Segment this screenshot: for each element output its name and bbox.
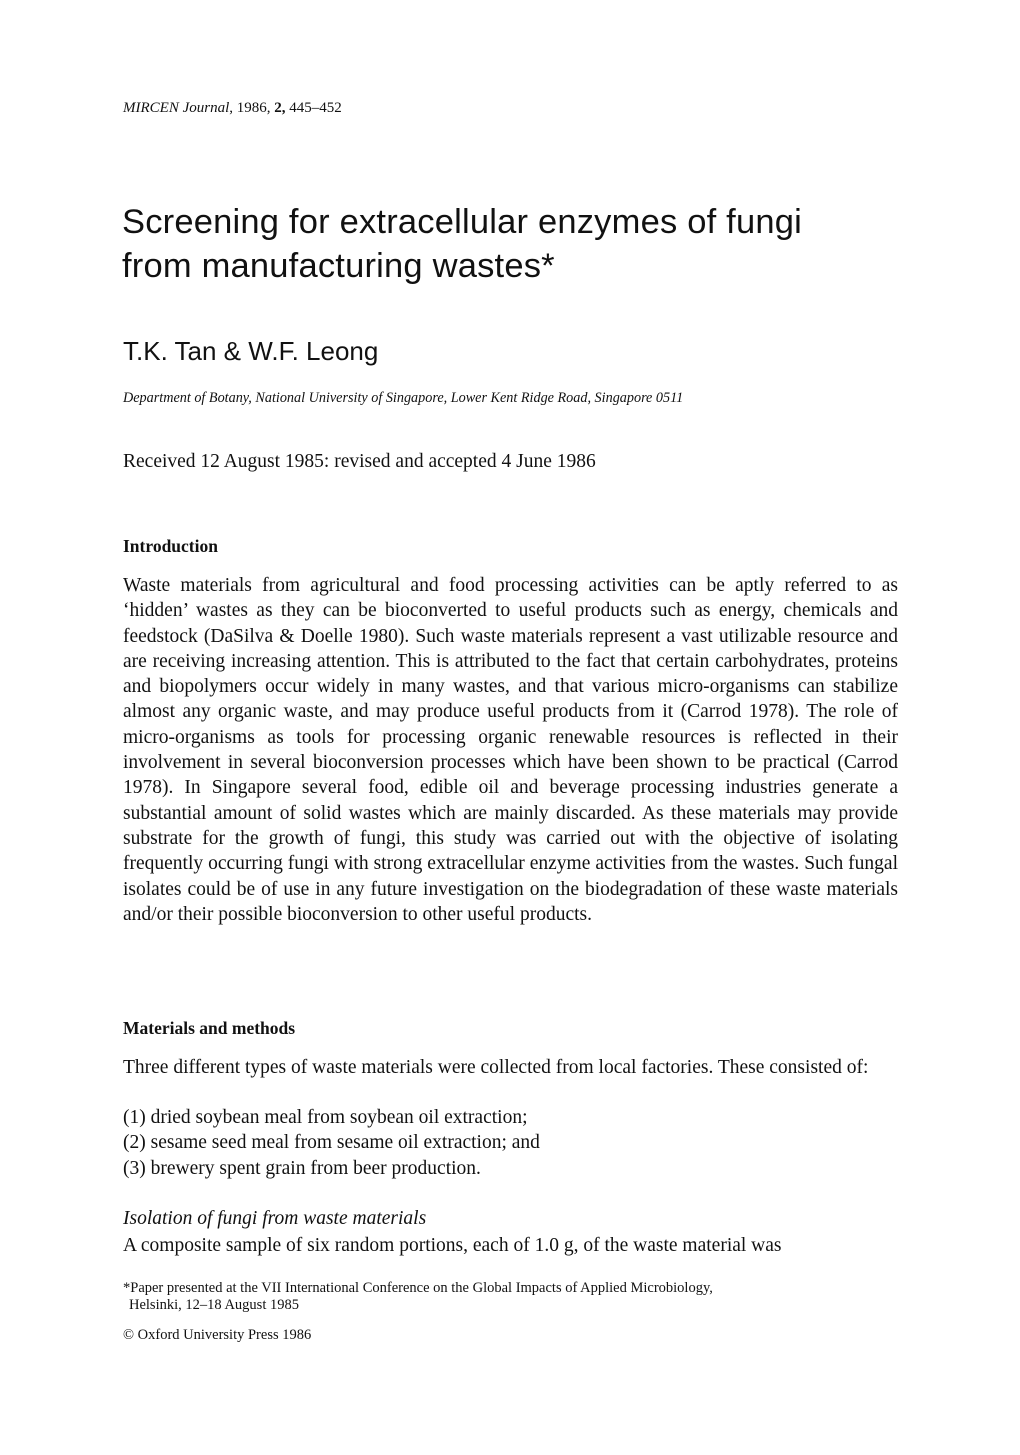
affiliation: Department of Botany, National University of Singapore, Lower Kent Ridge Road, Singapore 0511 (123, 390, 684, 406)
title-line-1: Screening for extracellular enzymes of fungi (122, 203, 802, 241)
section-heading-methods: Materials and methods (123, 1018, 296, 1038)
title-line-2: from manufacturing wastes* (122, 247, 555, 285)
article-title (122, 200, 922, 288)
received-dates: Received 12 August 1985: revised and accepted 4 June 1986 (123, 451, 596, 472)
waste-materials-list (123, 1105, 540, 1181)
footnote-line-2: Helsinki, 12–18 August 1985 (129, 1297, 299, 1313)
subsection-heading-isolation: Isolation of fungi from waste materials (123, 1208, 427, 1229)
journal-year: , 1986, (229, 100, 275, 116)
list-item: (3) brewery spent grain from beer production. (123, 1157, 481, 1179)
introduction-paragraph: Waste materials from agricultural and food processing activities can be aptly referred to as ‘hidden’ wastes as they can be bioconverted to useful products such as energy, chemicals and feedstock (DaSilva & Doelle 1980). Such waste materials represent a vast utilizable resource and are receiving increasing attention. This is attributed to the fact that certain carbohydrates, proteins and biopolymers occur widely in many wastes, and that various micro-organisms can stabilize almost any organic waste, and may produce useful products from it (Carrod 1978). The role of micro-organisms as tools for processing organic renewable resources is reflected in their involvement in several bioconversion processes which have been shown to be practical (Carrod 1978). In Singapore several food, edible oil and beverage processing industries generate a substantial amount of solid wastes which are mainly discarded. As these materials may provide substrate for the growth of fungi, this study was carried out with the objective of isolating frequently occurring fungi with strong extracellular enzyme activities from the wastes. Such fungal isolates could be of use in any future investigation on the biodegradation of these waste materials and/or their possible bioconversion to other useful products. (123, 575, 898, 925)
journal-volume: 2, (274, 100, 286, 116)
footnote (123, 1280, 903, 1314)
journal-name: MIRCEN Journal (123, 100, 230, 116)
list-item: (1) dried soybean meal from soybean oil extraction; (123, 1107, 528, 1128)
journal-pages: 445–452 (285, 100, 342, 116)
journal-citation (123, 100, 342, 117)
section-heading-introduction: Introduction (123, 536, 218, 556)
copyright-notice: © Oxford University Press 1986 (123, 1327, 312, 1343)
isolation-paragraph: A composite sample of six random portions, each of 1.0 g, of the waste material was (123, 1235, 782, 1256)
authors: T.K. Tan & W.F. Leong (123, 336, 379, 366)
methods-paragraph: Three different types of waste materials were collected from local factories. These consisted of: (123, 1057, 869, 1078)
list-item: (2) sesame seed meal from sesame oil extraction; and (123, 1132, 540, 1154)
footnote-line-1: *Paper presented at the VII International Conference on the Global Impacts of Applied Microbiology, (123, 1280, 713, 1296)
